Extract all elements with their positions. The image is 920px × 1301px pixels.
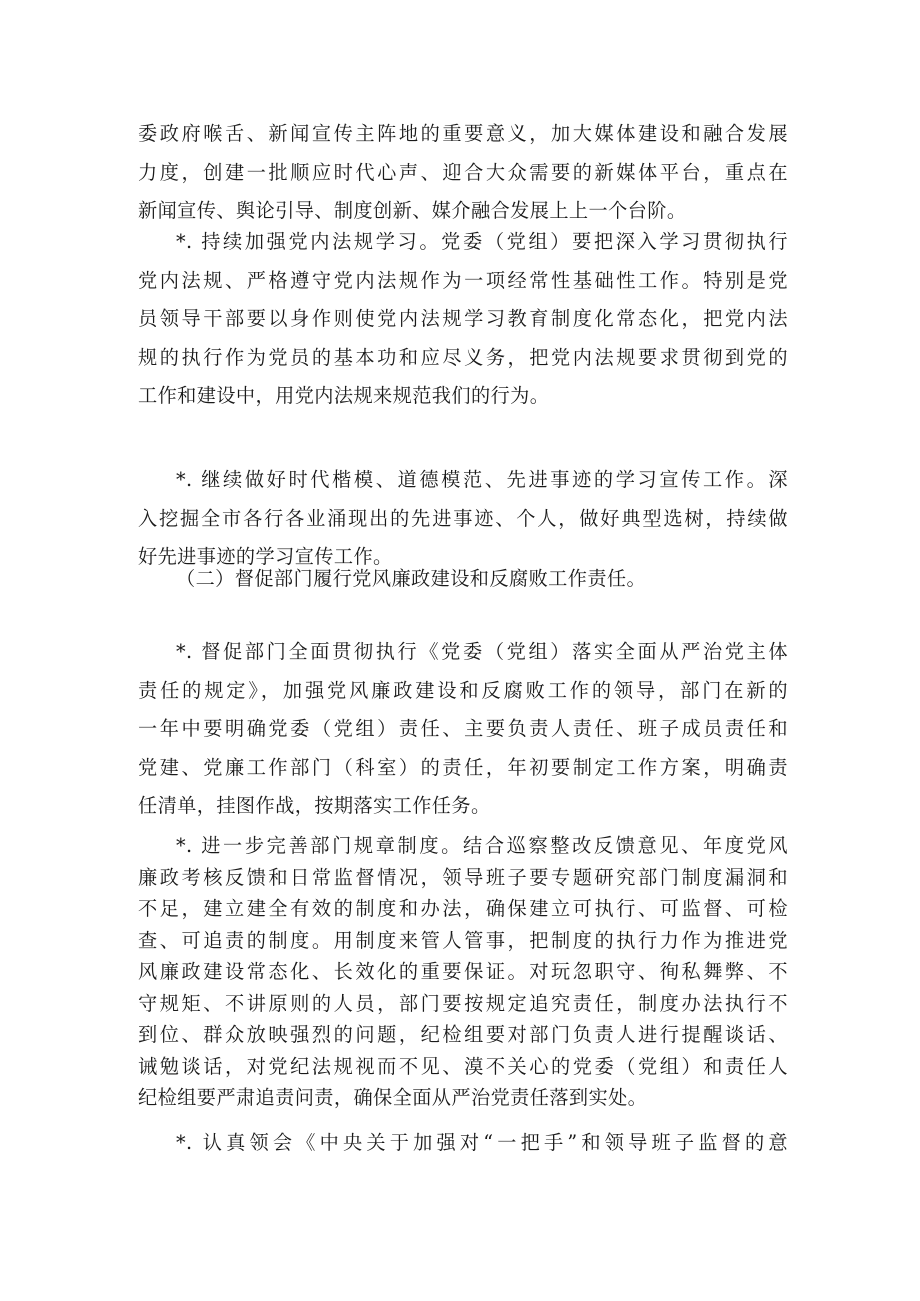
text-line: *. 认真领会《中央关于加强对“一把手”和领导班子监督的意 bbox=[176, 1131, 788, 1154]
text-line: 风廉政建设常态化、长效化的重要保证。对玩忽职守、徇私舞弊、不 bbox=[138, 960, 788, 983]
text-line: *. 持续加强党内法规学习。党委（党组）要把深入学习贯彻执行 bbox=[176, 230, 788, 253]
text-line: *. 进一步完善部门规章制度。结合巡察整改反馈意见、年度党风 bbox=[176, 834, 788, 857]
heading-text: （二）督促部门履行党风廉政建设和反腐败工作责任。 bbox=[176, 567, 647, 590]
text-line: 入挖掘全市各行各业涌现出的先进事迹、个人，做好典型选树，持续做 bbox=[138, 506, 788, 530]
text-line: 党内法规、严格遵守党内法规作为一项经常性基础性工作。特别是党 bbox=[138, 268, 788, 292]
paragraph-supervision-opinion bbox=[138, 1124, 788, 1163]
paragraph-party-regulations bbox=[138, 223, 788, 416]
paragraph-media-development bbox=[138, 115, 788, 231]
text-line: 新闻宣传、舆论引导、制度创新、媒介融合发展上上一个台阶。 bbox=[138, 199, 687, 222]
text-line: 一年中要明确党委（党组）责任、主要负责人责任、班子成员责任和 bbox=[138, 717, 788, 740]
text-line: 守规矩、不讲原则的人员，部门要按规定追究责任，制度办法执行不 bbox=[138, 991, 788, 1015]
text-line: 力度，创建一批顺应时代心声、迎合大众需要的新媒体平台，重点在 bbox=[138, 160, 788, 184]
text-line: 任清单，挂图作战，按期落实工作任务。 bbox=[138, 794, 491, 817]
paragraph-rules-system bbox=[138, 830, 788, 1114]
section-heading bbox=[138, 560, 788, 599]
text-line: 规的执行作为党员的基本功和应尽义务，把党内法规要求贯彻到党的 bbox=[138, 345, 788, 369]
text-line: 委政府喉舌、新闻宣传主阵地的重要意义，加大媒体建设和融合发展 bbox=[138, 122, 788, 145]
text-line: 查、可追责的制度。用制度来管人管事，把制度的执行力作为推进党 bbox=[138, 928, 788, 952]
text-line: 党建、党廉工作部门（科室）的责任，年初要制定工作方案，明确责 bbox=[138, 755, 788, 779]
text-line: 廉政考核反馈和日常监督情况，领导班子要专题研究部门制度漏洞和 bbox=[138, 865, 788, 889]
text-line: *. 继续做好时代楷模、道德模范、先进事迹的学习宣传工作。深 bbox=[176, 468, 788, 491]
text-line: *. 督促部门全面贯彻执行《党委（党组）落实全面从严治党主体 bbox=[176, 640, 788, 663]
paragraph-department-responsibility bbox=[138, 633, 788, 826]
text-line: 员领导干部要以身作则使党内法规学习教育制度化常态化，把党内法 bbox=[138, 307, 788, 330]
text-line: 到位、群众放映强烈的问题，纪检组要对部门负责人进行提醒谈话、 bbox=[138, 1023, 788, 1046]
text-line: 诫勉谈话，对党纪法规视而不见、漠不关心的党委（党组）和责任人 bbox=[138, 1054, 788, 1078]
text-line: 工作和建设中，用党内法规来规范我们的行为。 bbox=[138, 384, 550, 407]
text-line: 好先进事迹的学习宣传工作。 bbox=[138, 545, 393, 568]
text-line: 纪检组要严肃追责问责，确保全面从严治党责任落到实处。 bbox=[138, 1086, 648, 1109]
text-line: 不足，建立建全有效的制度和办法，确保建立可执行、可监督、可检 bbox=[138, 897, 788, 920]
text-line: 责任的规定》，加强党风廉政建设和反腐败工作的领导，部门在新的 bbox=[138, 678, 788, 702]
